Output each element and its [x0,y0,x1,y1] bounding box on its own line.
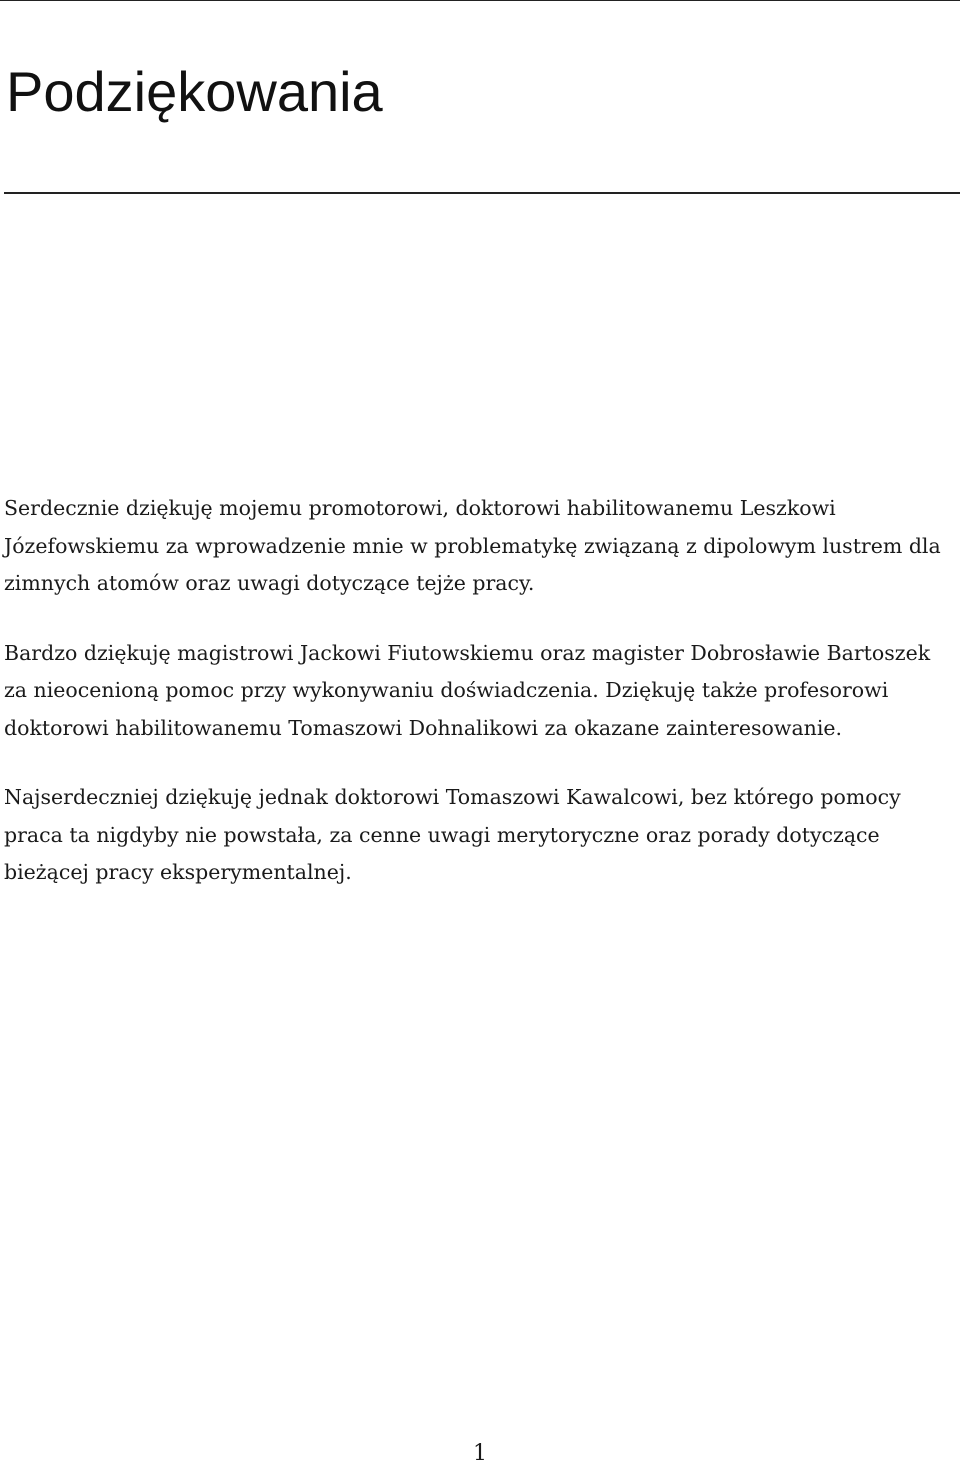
page-number: 1 [473,1441,487,1466]
paragraph-supervisor: Najserdeczniej dziękuję jednak doktorowi Tomaszowi Kawalcowi, bez którego pomocy praca ta nigdyby nie powstała, za cenne uwagi merytoryczne oraz porady dotyczące bieżącej pracy eksperymentalnej. [4,785,901,884]
paragraph-colleagues: Bardzo dziękuję magistrowi Jackowi Fiutowskiemu oraz magister Dobrosławie Bartoszek za nieocenioną pomoc przy wykonywaniu doświadczenia. Dziękuję także profesorowi doktorowi habilitowanemu Tomaszowi Dohnalikowi za okazane zainteresowanie. [4,640,931,740]
paragraph-promoter: Serdecznie dziękuję mojemu promotorowi, doktorowi habilitowanemu Leszkowi Józefowskiemu za wprowadzenie mnie w problematykę związaną z dipolowym lustrem dla zimnych atomów oraz uwagi dotyczące tejże pracy. [4,496,941,595]
page-top-border [0,0,960,1]
chapter-title: Podziękowania [6,60,383,123]
acknowledgements-body [4,490,944,924]
title-underline-rule [4,192,960,194]
